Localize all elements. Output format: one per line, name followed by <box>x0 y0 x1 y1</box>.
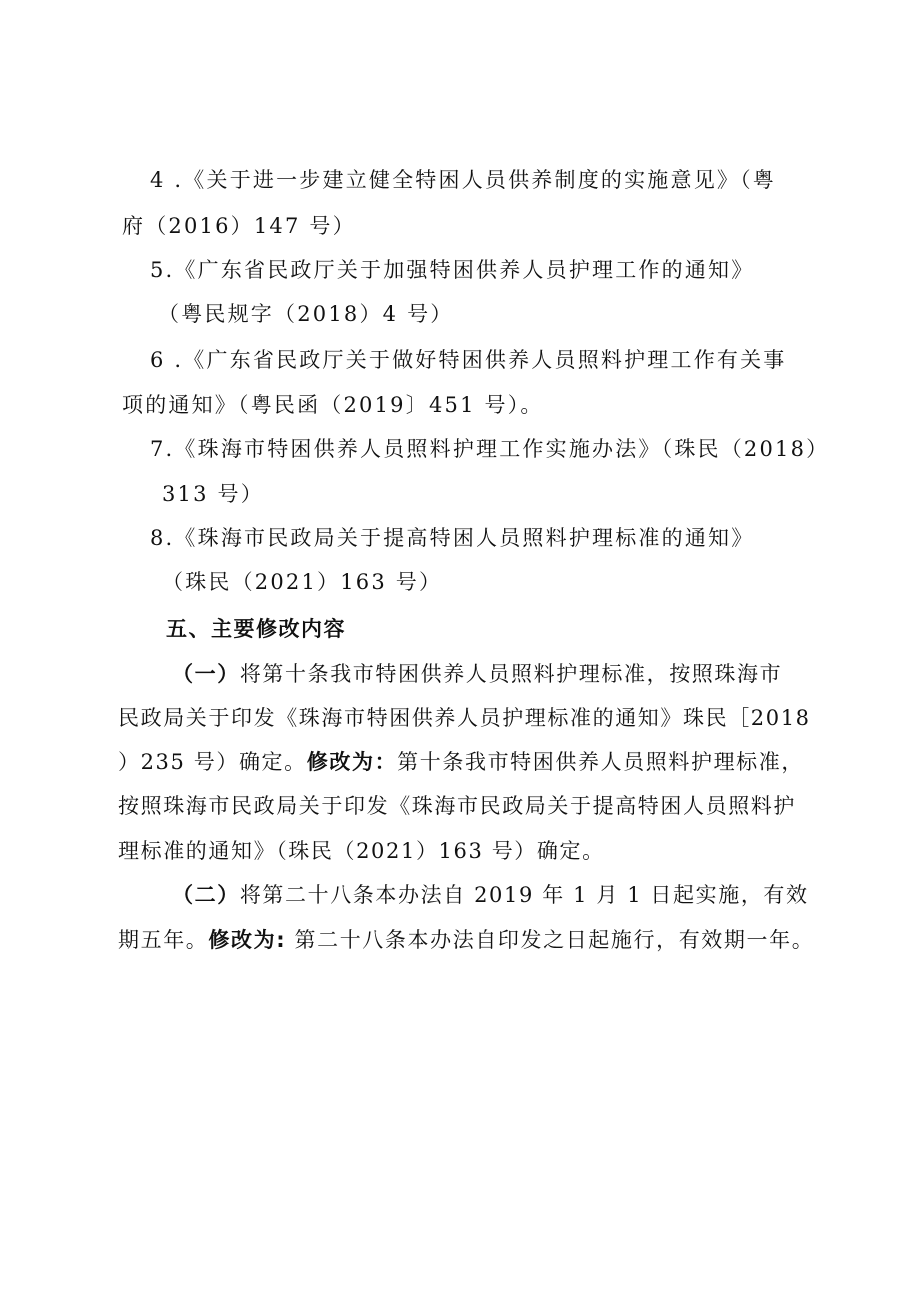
paragraph-2-line-2-post: 第二十八条本办法自印发之日起施行，有效期一年。 <box>286 928 815 952</box>
paragraph-2-line-1-text: 将第二十八条本办法自 2019 年 1 月 1 日起实施，有效 <box>239 883 809 907</box>
paragraph-2-line-2 <box>118 925 814 955</box>
paragraph-1-line-1 <box>172 659 782 689</box>
paragraph-1-line-1-text: 将第十条我市特困供养人员照料护理标准，按照珠海市 <box>239 662 783 686</box>
reference-8-line-1: 8.《珠海市民政局关于提高特困人员照料护理标准的通知》 <box>150 526 755 550</box>
paragraph-2-line-1 <box>172 880 809 910</box>
reference-4-line-2: 府（2016）147 号） <box>122 214 356 238</box>
reference-7-line-1: 7.《珠海市特困供养人员照料护理工作实施办法》（珠民（2018） <box>150 437 830 461</box>
reference-5-line-2: （粤民规字（2018）4 号） <box>158 302 454 326</box>
paragraph-1-line-5: 理标准的通知》（珠民（2021）163 号）确定。 <box>118 839 605 863</box>
reference-6-line-1: 6 .《广东省民政厅关于做好特困供养人员照料护理工作有关事 <box>150 348 787 372</box>
paragraph-2-modify-label: 修改为: <box>208 928 287 952</box>
paragraph-1-line-2: 民政局关于印发《珠海市特困供养人员护理标准的通知》珠民［2018 <box>118 706 811 730</box>
paragraph-2-line-2-pre: 期五年。 <box>118 928 209 952</box>
paragraph-1-line-4: 按照珠海市民政局关于印发《珠海市民政局关于提高特困人员照料护 <box>118 794 796 818</box>
paragraph-1-line-3-pre: ）235 号）确定。 <box>118 750 307 774</box>
paragraph-2-marker: （二） <box>172 883 240 907</box>
section-heading: 五、主要修改内容 <box>166 617 346 641</box>
reference-8-line-2: （珠民（2021）163 号） <box>162 570 443 594</box>
reference-6-line-2: 项的通知》（粤民函（2019〕451 号）。 <box>122 393 544 417</box>
paragraph-1-line-3 <box>118 747 804 777</box>
paragraph-1-line-3-post: 第十条我市特困供养人员照料护理标准， <box>397 750 804 774</box>
reference-7-line-2: 313 号） <box>162 482 264 506</box>
paragraph-1-modify-label: 修改为： <box>306 750 398 774</box>
reference-4-line-1: 4 .《关于进一步建立健全特困人员供养制度的实施意见》（粤 <box>150 168 777 192</box>
paragraph-1-marker: （一） <box>172 662 240 686</box>
reference-5-line-1: 5.《广东省民政厅关于加强特困供养人员护理工作的通知》 <box>150 258 755 282</box>
